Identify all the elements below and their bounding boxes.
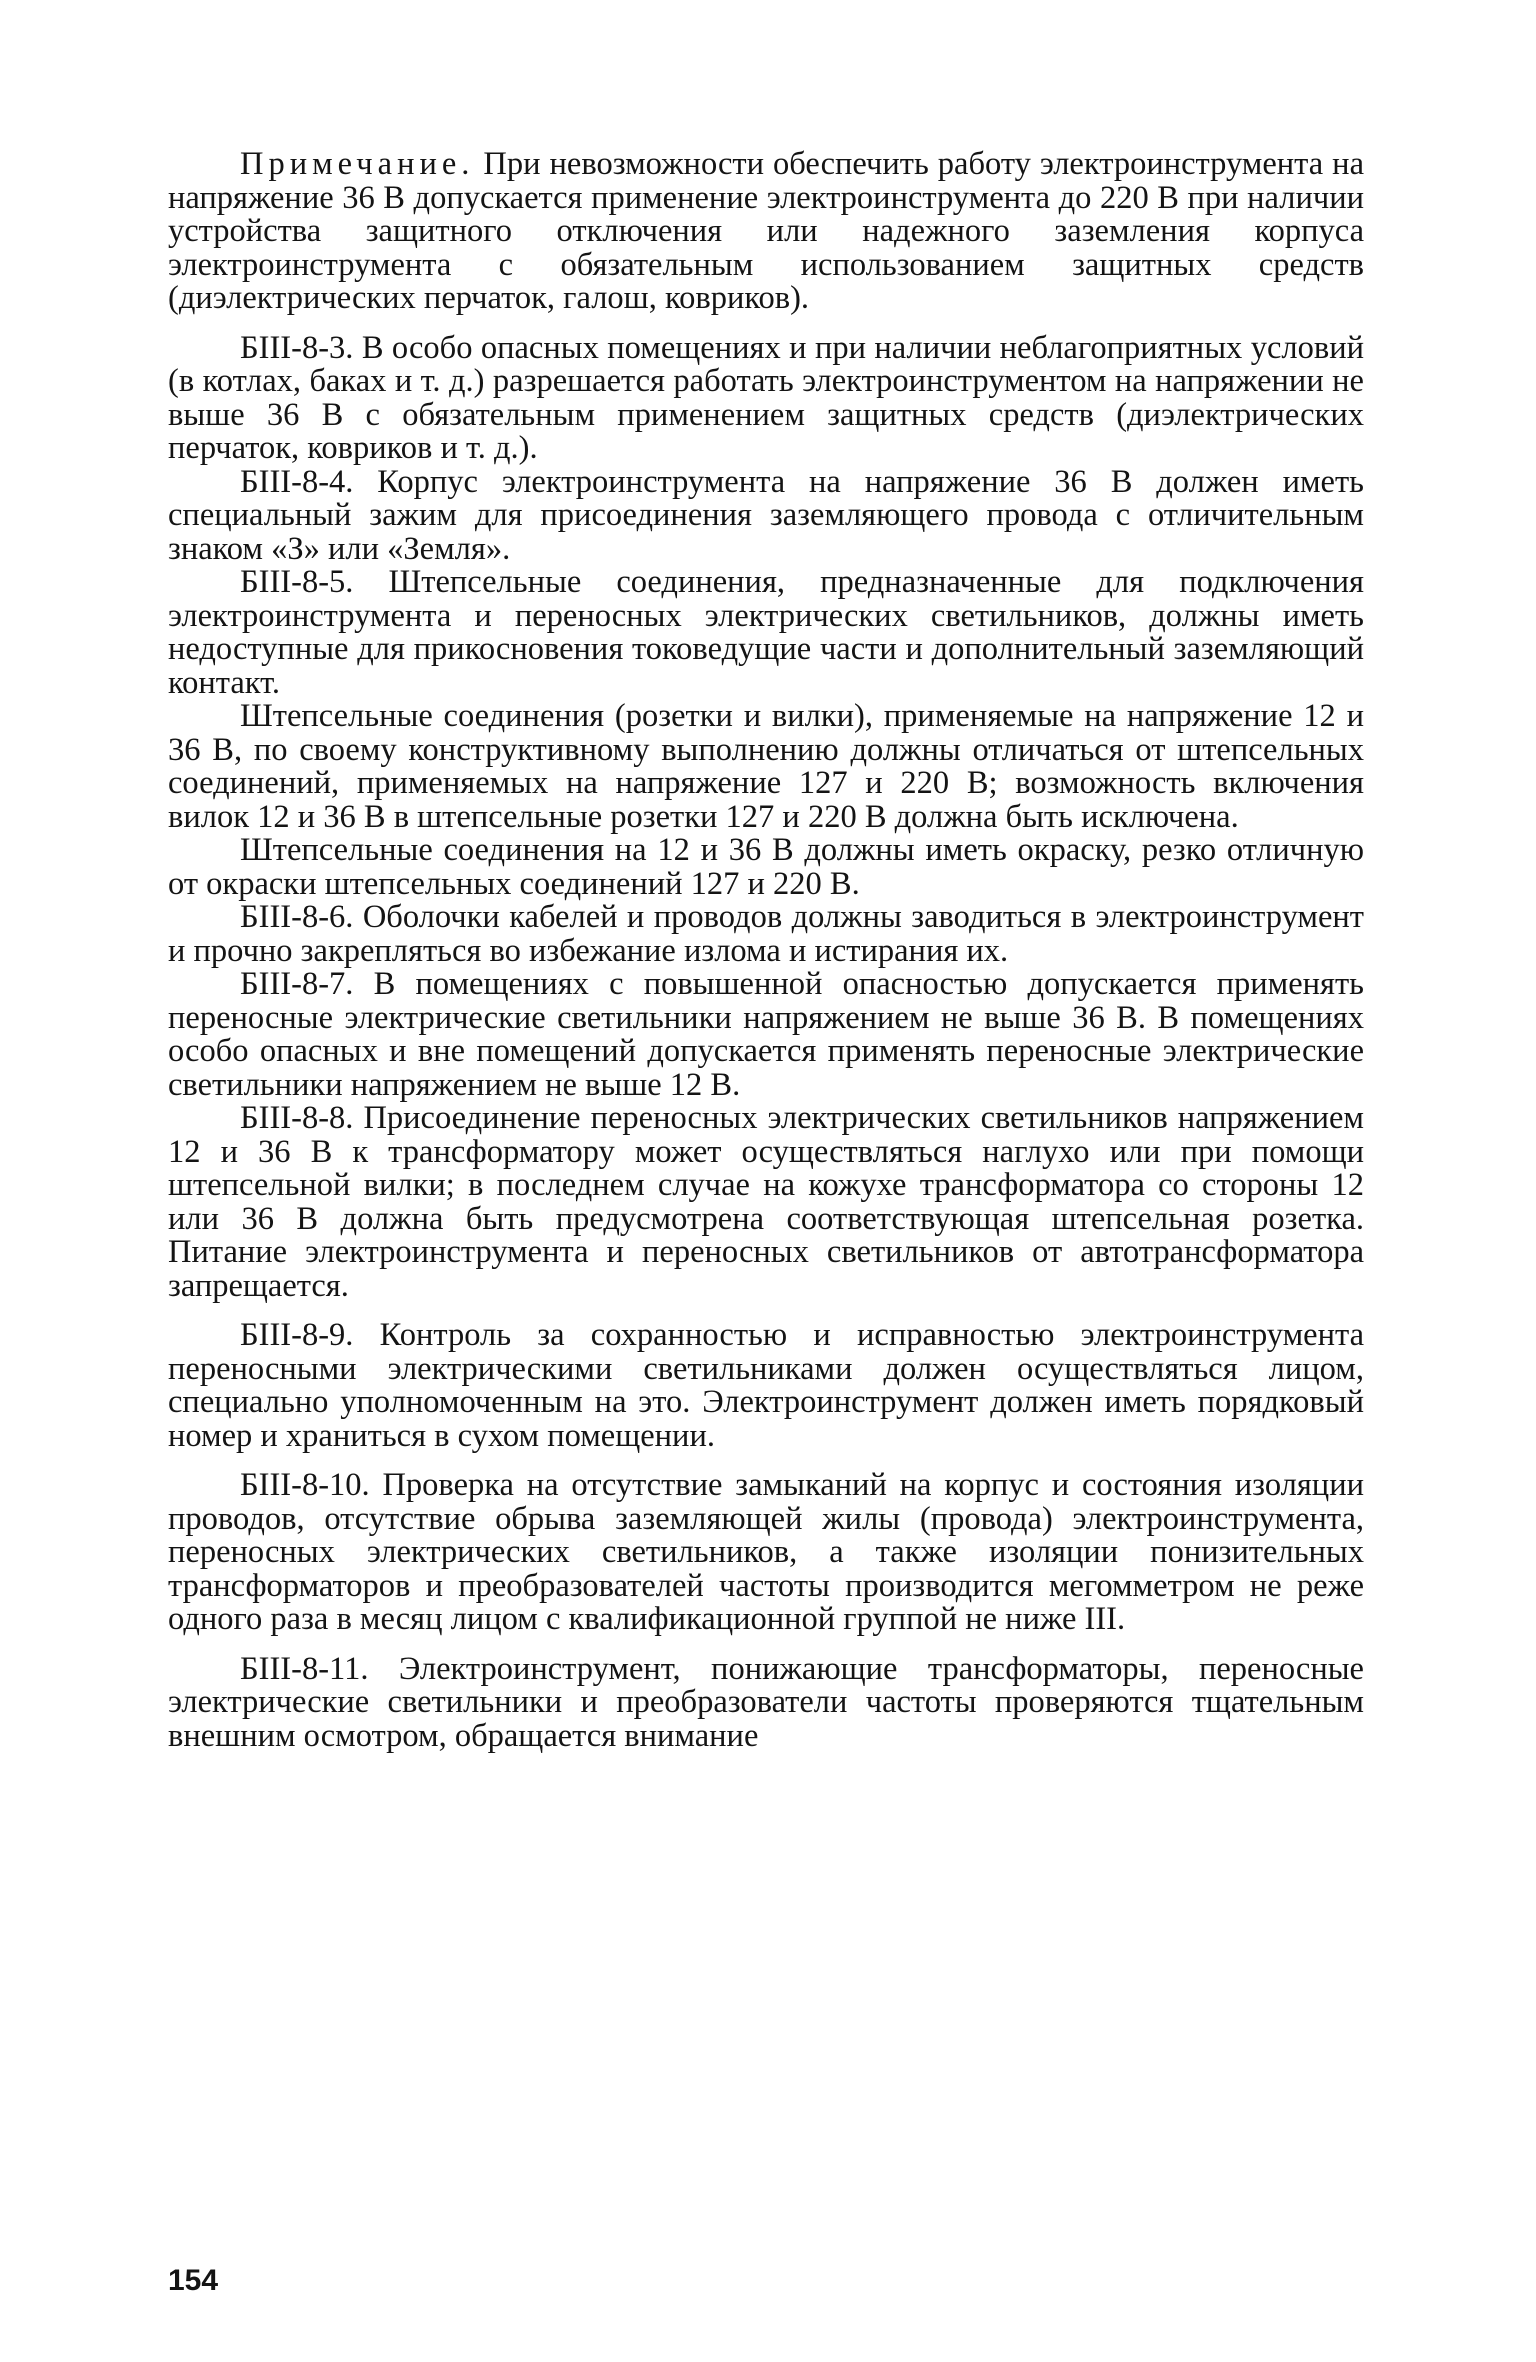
book-page: [168, 148, 1364, 2298]
paragraph-b3-8-4: БIII-8-4. Корпус электроинструмента на напряжение 36 В должен иметь специальный зажим для присоединения заземляющего провода с отличительным знаком «З» или «Земля».: [168, 463, 1364, 567]
paragraph-plug-coloring: Штепсельные соединения на 12 и 36 В должны иметь окраску, резко отличную от окраски штепсельных соединений 127 и 220 В.: [168, 832, 1364, 902]
note-paragraph: [168, 148, 1364, 316]
note-text: При невозможности обеспечить работу электроинструмента на напряжение 36 В допускается применение электроинструмента до 220 В при наличии устройства защитного отключения или надежного заземления корпуса электроинструмента с обязательным использованием защитных средств (диэлектрических перчаток, галош, ковриков).: [168, 146, 1364, 316]
page-number: 154: [168, 2264, 219, 2297]
paragraph-b3-8-6: БIII-8-6. Оболочки кабелей и проводов должны заводиться в электроинструмент и прочно закрепляться во избежание излома и истирания их.: [168, 899, 1364, 969]
paragraph-b3-8-8: БIII-8-8. Присоединение переносных электрических светильников напряжением 12 и 36 В к трансформатору может осуществляться наглухо или при помощи штепсельной вилки; в последнем случае на кожухе трансформатора со стороны 12 или 36 В должна быть предусмотрена соответствующая штепсельная розетка. Питание электроинструмента и переносных светильников от автотрансформатора запрещается.: [168, 1100, 1364, 1304]
paragraph-b3-8-3: БIII-8-3. В особо опасных помещениях и при наличии неблагоприятных условий (в котлах, баках и т. д.) разрешается работать электроинструментом на напряжении не выше 36 В с обязательным применением защитных средств (диэлектрических перчаток, ковриков и т. д.).: [168, 329, 1364, 466]
paragraph-b3-8-10: БIII-8-10. Проверка на отсутствие замыканий на корпус и состояния изоляции проводов, отсутствие обрыва заземляющей жилы (провода) электроинструмента, переносных электрических светильников, а также изоляции понизительных трансформаторов и преобразователей частоты производится мегомметром не реже одного раза в месяц лицом с квалификационной группой не ниже III.: [168, 1467, 1364, 1637]
paragraph-b3-8-11: БIII-8-11. Электроинструмент, понижающие трансформаторы, переносные электрические светильники и преобразователи частоты проверяются тщательным внешним осмотром, обращается внимание: [168, 1650, 1364, 1754]
paragraph-b3-8-9: БIII-8-9. Контроль за сохранностью и исправностью электроинструмента переносными электрическими светильниками должен осуществляться лицом, специально уполномоченным на это. Электроинструмент должен иметь порядковый номер и храниться в сухом помещении.: [168, 1317, 1364, 1454]
paragraph-plug-connections: Штепсельные соединения (розетки и вилки), применяемые на напряжение 12 и 36 В, по своему конструктивному выполнению должны отличаться от штепсельных соединений, применяемых на напряжение 127 и 220 В; возможность включения вилок 12 и 36 В в штепсельные розетки 127 и 220 В должна быть исключена.: [168, 698, 1364, 835]
note-label: Примечание.: [240, 146, 475, 182]
paragraph-b3-8-5: БIII-8-5. Штепсельные соединения, предназначенные для подключения электроинструмента и переносных электрических светильников, должны иметь недоступные для прикосновения токоведущие части и дополнительный заземляющий контакт.: [168, 564, 1364, 701]
paragraph-b3-8-7: БIII-8-7. В помещениях с повышенной опасностью допускается применять переносные электрические светильники напряжением не выше 36 В. В помещениях особо опасных и вне помещений допускается применять переносные электрические светильники напряжением не выше 12 В.: [168, 966, 1364, 1103]
